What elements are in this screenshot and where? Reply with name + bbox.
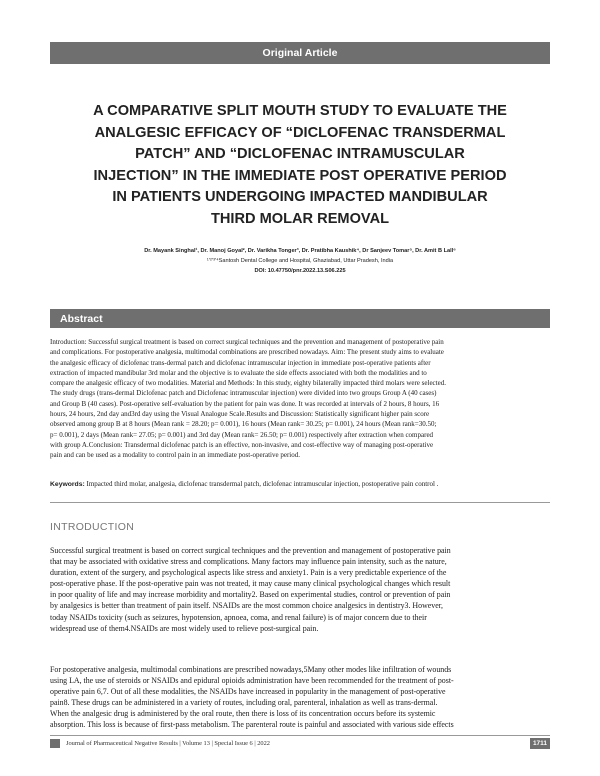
author-list: Dr. Mayank Singhal¹, Dr. Manoj Goyal², Dr. Varikha Tonger³, Dr. Pratibha Kaushik⁴, Dr Sanjeev Tomar⁵, Dr. Amit B Lall⁶: [144, 248, 456, 254]
body-line: operative pain 6,7. Out of all these modalities, the NSAIDs have increased in popularity in the management of post-operative: [50, 687, 446, 697]
abstract-line: Introduction: Successful surgical treatment is based on correct surgical techniques and the prevention and management of postoperative pain: [50, 338, 444, 346]
body-line: duration, extent of the surgery, and psychological aspects like stress and anxiety1. Pain is a very predictable experience of the: [50, 568, 447, 578]
page-number: 1711: [530, 738, 550, 749]
body-line: by analgesics is better than treatment of pain itself. NSAIDs are the most common choice analgesics in dentistry3. However,: [50, 601, 444, 611]
author-block: [50, 246, 550, 276]
body-line: When the analgesic drug is administered by the oral route, then there is loss of its concentration occurs before its systemic: [50, 709, 436, 719]
introduction-paragraph-2: [50, 664, 550, 731]
body-line: pain8. These drugs can be administered in a variety of routes, including oral, parenteral, inhalation as well as trans-dermal.: [50, 698, 438, 708]
title-line: PATCH” AND “DICLOFENAC INTRAMUSCULAR: [135, 146, 465, 163]
introduction-paragraph-1: [50, 545, 550, 634]
section-divider: [50, 502, 550, 503]
abstract-line: p= 0.001), 2 days (Mean rank= 27.05; p= 0.001) and 3rd day (Mean rank= 26.50; p= 0.001) respectively after extraction when compared: [50, 430, 434, 439]
paper-title: [60, 101, 540, 231]
journal-citation: Journal of Pharmaceutical Negative Results | Volume 13 | Special Issue 6 | 2022: [66, 740, 270, 747]
affiliation: ¹ʼ²ʼ³ʼ⁴Santosh Dental College and Hospital, Ghaziabad, Uttar Pradesh, India: [206, 258, 394, 264]
abstract-line: the analgesic efficacy of diclofenac trans-dermal patch and diclofenac intramuscular injection in immediate post-operative patients after: [50, 358, 431, 367]
title-line: THIRD MOLAR REMOVAL: [210, 210, 390, 227]
introduction-heading: INTRODUCTION: [50, 521, 135, 533]
footer-divider: [50, 735, 550, 736]
body-line: that may be associated with oxidative stress and complications. Many factors may influence pain intensity, such as the nature,: [50, 557, 447, 567]
abstract-banner: [50, 309, 550, 328]
abstract-line: compare the analgesic efficacy of two modalities. Material and Methods: In this study, eighty bilaterally impacted third molars were selected.: [50, 379, 446, 388]
body-line: absorption. This loss is because of first-pass metabolism. The parenteral route is painful and associated with various side effects: [50, 720, 454, 730]
keywords-label: Keywords:: [50, 481, 85, 488]
body-line: in poor quality of life and may increase morbidity and mortality2. Based on experimental studies, control or prevention of pain: [50, 590, 451, 600]
abstract-line: The study drugs (trans-dermal Diclofenac patch and Diclofenac intramuscular injection) were divided into two groups Group A (40 cases): [50, 389, 437, 398]
page-footer: [50, 739, 550, 749]
title-line: ANALGESIC EFFICACY OF “DICLOFENAC TRANSDERMAL: [94, 124, 506, 141]
title-line: A COMPARATIVE SPLIT MOUTH STUDY TO EVALUATE THE: [93, 103, 507, 119]
abstract-line: and complications. For postoperative analgesia, multimodal combinations are prescribed nowadays. Aim: The present study aims to evaluate: [50, 348, 444, 357]
body-line: today NSAIDs toxicity (such as seizures, hypotension, apnoea, coma, and renal failure) is of major concern due to their: [50, 612, 427, 622]
body-line: Successful surgical treatment is based on correct surgical techniques and the prevention and management of postoperative pain: [50, 546, 451, 555]
body-line: using LA, the use of steroids or NSAIDs and epidural opioids administration have been recommended for the treatment of post-: [50, 676, 454, 686]
keywords: [50, 479, 550, 490]
abstract-line: observed among group B at 8 hours (Mean rank = 28.20; p= 0.001), 16 hours (Mean rank= 30.25; p= 0.001), 24 hours (Mean rank=30.50;: [50, 420, 437, 429]
abstract-line: and Group B (40 cases). Post-operative self-evaluation by the patient for pain was done. It was recorded at intervals of 2 hours, 8 hours, 16: [50, 399, 440, 408]
body-line: widespread use of them4.NSAIDs are most widely used to relieve post-surgical pain.: [50, 623, 319, 633]
abstract-body: [50, 337, 550, 461]
abstract-line: pain and can be used as a modality to control pain in an immediate post-operative period.: [50, 451, 300, 460]
title-line: IN PATIENTS UNDERGOING IMPACTED MANDIBULAR: [112, 189, 488, 206]
abstract-line: hours, 24 hours, 2nd day and3rd day using the Visual Analogue Scale.Results and Discussion: Statistically significant higher pain score: [50, 410, 430, 419]
abstract-line: extraction of impacted mandibular 3rd molar and the objective is to evaluate the side effects associated with both the modalities and to: [50, 368, 427, 377]
article-type-label: Original Article: [262, 47, 338, 59]
abstract-heading: Abstract: [60, 312, 103, 325]
body-line: For postoperative analgesia, multimodal combinations are prescribed nowadays,5Many other modes like infiltration of wounds: [50, 665, 452, 674]
keywords-text: Impacted third molar, analgesia, diclofenac transdermal patch, diclofenac intramuscular injection, postoperative pain control .: [86, 480, 439, 488]
title-line: INJECTION” IN THE IMMEDIATE POST OPERATIVE PERIOD: [93, 167, 507, 184]
doi[interactable]: DOI: 10.47750/pnr.2022.13.S06.225: [254, 268, 346, 274]
article-type-banner: [50, 42, 550, 64]
abstract-line: with group A.Conclusion: Transdermal diclofenac patch is an effective, non-invasive, and cost-effective way of managing post-operative: [50, 440, 434, 449]
body-line: post-operative phase. If the post-operative pain was not treated, it may cause many clinical psychological changes which result: [50, 579, 451, 589]
footer-marker: [50, 739, 60, 748]
